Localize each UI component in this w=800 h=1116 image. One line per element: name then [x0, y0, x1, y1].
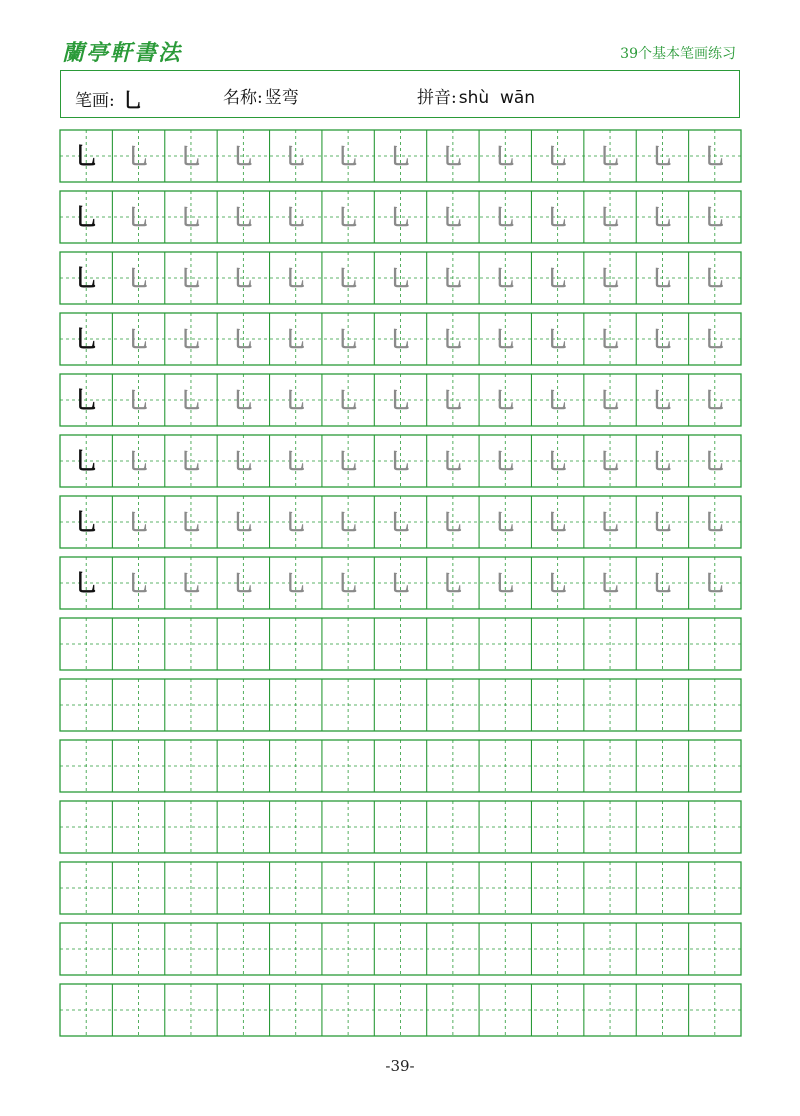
practice-row — [60, 740, 741, 792]
trace-stroke: 乚 — [546, 572, 569, 597]
trace-stroke: 乚 — [284, 328, 307, 353]
trace-stroke: 乚 — [232, 450, 255, 475]
trace-stroke: 乚 — [703, 389, 726, 414]
practice-row — [60, 923, 741, 975]
trace-stroke: 乚 — [651, 206, 674, 231]
practice-row — [60, 130, 741, 182]
trace-stroke: 乚 — [599, 206, 622, 231]
trace-stroke: 乚 — [599, 145, 622, 170]
trace-stroke: 乚 — [127, 389, 150, 414]
trace-stroke: 乚 — [389, 389, 412, 414]
trace-stroke: 乚 — [232, 145, 255, 170]
trace-stroke: 乚 — [599, 450, 622, 475]
trace-stroke: 乚 — [284, 450, 307, 475]
trace-stroke: 乚 — [232, 206, 255, 231]
trace-stroke: 乚 — [651, 328, 674, 353]
trace-stroke: 乚 — [703, 328, 726, 353]
trace-stroke: 乚 — [651, 572, 674, 597]
trace-stroke: 乚 — [494, 572, 517, 597]
model-stroke: 乚 — [74, 508, 99, 536]
trace-stroke: 乚 — [494, 145, 517, 170]
practice-row — [60, 252, 741, 304]
trace-stroke: 乚 — [337, 145, 360, 170]
trace-stroke: 乚 — [494, 328, 517, 353]
trace-stroke: 乚 — [337, 511, 360, 536]
trace-stroke: 乚 — [441, 511, 464, 536]
trace-stroke: 乚 — [179, 328, 202, 353]
trace-stroke: 乚 — [179, 267, 202, 292]
trace-stroke: 乚 — [599, 572, 622, 597]
brand-title: 蘭亭軒書法 — [62, 40, 183, 66]
trace-stroke: 乚 — [284, 206, 307, 231]
trace-stroke: 乚 — [284, 267, 307, 292]
trace-stroke: 乚 — [389, 511, 412, 536]
trace-stroke: 乚 — [232, 572, 255, 597]
model-stroke: 乚 — [74, 203, 99, 231]
trace-stroke: 乚 — [389, 145, 412, 170]
practice-row — [60, 862, 741, 914]
trace-stroke: 乚 — [546, 389, 569, 414]
trace-stroke: 乚 — [651, 267, 674, 292]
practice-row — [60, 496, 741, 548]
trace-stroke: 乚 — [599, 328, 622, 353]
trace-stroke: 乚 — [179, 450, 202, 475]
trace-stroke: 乚 — [441, 145, 464, 170]
practice-row — [60, 374, 741, 426]
trace-stroke: 乚 — [441, 206, 464, 231]
page-subtitle: 39个基本笔画练习 — [620, 46, 736, 62]
trace-stroke: 乚 — [389, 267, 412, 292]
trace-stroke: 乚 — [546, 328, 569, 353]
trace-stroke: 乚 — [441, 572, 464, 597]
trace-stroke: 乚 — [546, 206, 569, 231]
trace-stroke: 乚 — [703, 572, 726, 597]
trace-stroke: 乚 — [232, 328, 255, 353]
trace-stroke: 乚 — [599, 511, 622, 536]
trace-stroke: 乚 — [179, 145, 202, 170]
trace-stroke: 乚 — [337, 267, 360, 292]
trace-stroke: 乚 — [599, 267, 622, 292]
model-stroke: 乚 — [74, 142, 99, 170]
model-stroke: 乚 — [74, 264, 99, 292]
trace-stroke: 乚 — [127, 206, 150, 231]
trace-stroke: 乚 — [494, 206, 517, 231]
trace-stroke: 乚 — [337, 328, 360, 353]
trace-stroke: 乚 — [284, 389, 307, 414]
practice-row — [60, 557, 741, 609]
trace-stroke: 乚 — [284, 572, 307, 597]
trace-stroke: 乚 — [389, 572, 412, 597]
page-number: -39- — [385, 1057, 415, 1075]
trace-stroke: 乚 — [179, 511, 202, 536]
trace-stroke: 乚 — [494, 389, 517, 414]
practice-row — [60, 191, 741, 243]
trace-stroke: 乚 — [494, 267, 517, 292]
trace-stroke: 乚 — [546, 267, 569, 292]
trace-stroke: 乚 — [703, 145, 726, 170]
trace-stroke: 乚 — [127, 511, 150, 536]
trace-stroke: 乚 — [651, 450, 674, 475]
practice-row — [60, 618, 741, 670]
trace-stroke: 乚 — [284, 511, 307, 536]
practice-row — [60, 984, 741, 1036]
trace-stroke: 乚 — [494, 511, 517, 536]
pinyin-label: 拼音: — [417, 88, 457, 108]
practice-row — [60, 313, 741, 365]
name-label: 名称: — [223, 88, 263, 108]
trace-stroke: 乚 — [179, 572, 202, 597]
trace-stroke: 乚 — [232, 511, 255, 536]
trace-stroke: 乚 — [703, 450, 726, 475]
trace-stroke: 乚 — [546, 145, 569, 170]
trace-stroke: 乚 — [599, 389, 622, 414]
model-stroke: 乚 — [74, 447, 99, 475]
trace-stroke: 乚 — [284, 145, 307, 170]
trace-stroke: 乚 — [441, 267, 464, 292]
trace-stroke: 乚 — [546, 450, 569, 475]
trace-stroke: 乚 — [337, 389, 360, 414]
trace-stroke: 乚 — [127, 328, 150, 353]
trace-stroke: 乚 — [232, 267, 255, 292]
trace-stroke: 乚 — [389, 328, 412, 353]
practice-row — [60, 435, 741, 487]
model-stroke: 乚 — [74, 569, 99, 597]
trace-stroke: 乚 — [179, 389, 202, 414]
trace-stroke: 乚 — [441, 450, 464, 475]
pinyin-value: shù wān — [458, 88, 536, 108]
model-stroke: 乚 — [74, 325, 99, 353]
trace-stroke: 乚 — [127, 572, 150, 597]
trace-stroke: 乚 — [703, 267, 726, 292]
trace-stroke: 乚 — [441, 328, 464, 353]
trace-stroke: 乚 — [494, 450, 517, 475]
practice-row — [60, 801, 741, 853]
trace-stroke: 乚 — [703, 206, 726, 231]
trace-stroke: 乚 — [337, 572, 360, 597]
trace-stroke: 乚 — [441, 389, 464, 414]
trace-stroke: 乚 — [651, 145, 674, 170]
trace-stroke: 乚 — [651, 511, 674, 536]
stroke-label: 笔画: — [75, 91, 115, 111]
trace-stroke: 乚 — [179, 206, 202, 231]
trace-stroke: 乚 — [127, 450, 150, 475]
trace-stroke: 乚 — [232, 389, 255, 414]
trace-stroke: 乚 — [127, 145, 150, 170]
stroke-char: 乚 — [122, 88, 143, 112]
trace-stroke: 乚 — [389, 206, 412, 231]
trace-stroke: 乚 — [651, 389, 674, 414]
name-value: 竖弯 — [264, 88, 299, 108]
trace-stroke: 乚 — [389, 450, 412, 475]
trace-stroke: 乚 — [337, 206, 360, 231]
practice-row — [60, 679, 741, 731]
trace-stroke: 乚 — [337, 450, 360, 475]
model-stroke: 乚 — [74, 386, 99, 414]
trace-stroke: 乚 — [703, 511, 726, 536]
trace-stroke: 乚 — [127, 267, 150, 292]
trace-stroke: 乚 — [546, 511, 569, 536]
